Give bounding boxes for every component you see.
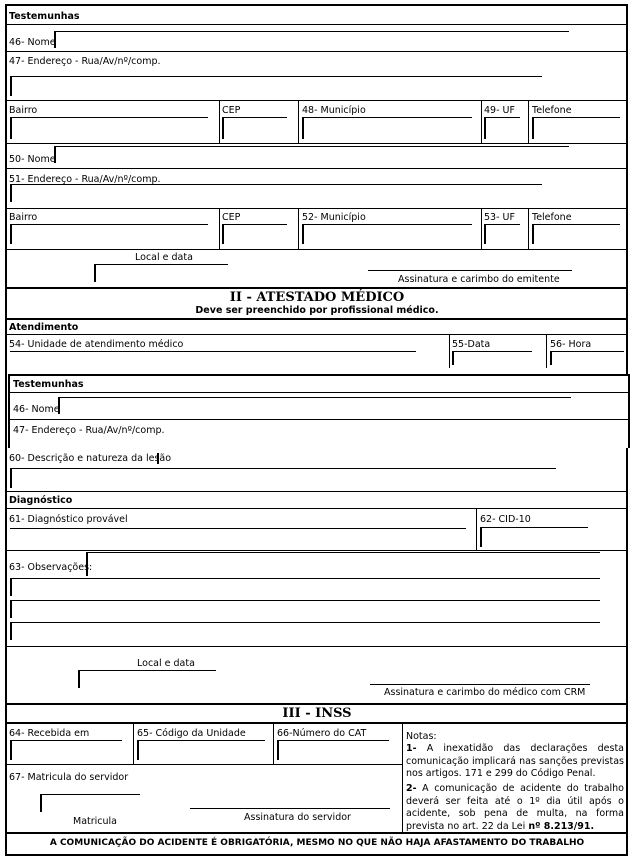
signature-line: [370, 684, 590, 685]
medical-title: II - ATESTADO MÉDICO: [229, 290, 405, 305]
note-2: [406, 783, 624, 833]
w2-uf-label: 53- UF: [484, 212, 515, 223]
footer-text: A COMUNICAÇÃO DO ACIDENTE É OBRIGATÓRIA, MESMO NO QUE NÃO HAJA AFASTAMENTO DO TRABALHO: [49, 838, 585, 848]
w1-municipio-field[interactable]: [302, 117, 472, 139]
hora-label: 56- Hora: [550, 339, 592, 350]
divider: [6, 334, 627, 335]
divider: [6, 249, 627, 250]
w2-address-field[interactable]: [10, 184, 542, 202]
hora-field[interactable]: [550, 351, 624, 365]
data-label: 55-Data: [452, 339, 491, 350]
divider: [6, 287, 627, 289]
divider: [528, 100, 529, 143]
divider: [6, 491, 627, 492]
overlay-name-field[interactable]: [58, 397, 571, 414]
codigo-unidade-field[interactable]: [137, 740, 265, 760]
lesion-field[interactable]: [10, 468, 556, 488]
note-2-law: nº 8.213/91.: [528, 820, 595, 832]
overlay-name-label: 46- Nome: [13, 404, 60, 415]
codigo-unidade-label: 65- Código da Unidade: [137, 728, 246, 739]
divider: [6, 168, 627, 169]
w1-telefone-field[interactable]: [532, 117, 620, 139]
data-field[interactable]: [452, 351, 532, 365]
lesion-label: 60- Descrição e natureza da lesão: [9, 453, 172, 464]
divider: [6, 832, 627, 834]
emitter-signature-label: Assinatura e carimbo do emitente: [398, 274, 560, 285]
witnesses-heading: Testemunhas: [9, 11, 80, 22]
w2-cep-label: CEP: [222, 212, 241, 223]
notes-title: Notas:: [406, 731, 437, 742]
divider: [219, 208, 220, 249]
w2-municipio-field[interactable]: [302, 224, 472, 244]
observacoes-field-1[interactable]: [86, 552, 600, 576]
divider: [6, 646, 627, 647]
w2-municipio-label: 52- Município: [302, 212, 366, 223]
divider: [6, 143, 627, 144]
divider: [6, 703, 627, 705]
divider: [449, 334, 450, 368]
w1-municipio-label: 48- Município: [302, 105, 366, 116]
numero-cat-field[interactable]: [277, 740, 389, 760]
w2-bairro-label: Bairro: [9, 212, 38, 223]
w2-telefone-label: Telefone: [532, 212, 572, 223]
w1-telefone-label: Telefone: [532, 105, 572, 116]
divider: [6, 508, 627, 509]
w1-uf-field[interactable]: [484, 117, 520, 139]
note-1-text: A inexatidão das declarações desta comunicação implicará nas sanções previstas nos artigos. 171 e 299 do Código Penal.: [406, 743, 624, 779]
w1-cep-field[interactable]: [222, 117, 287, 139]
cid-label: 62- CID-10: [480, 514, 531, 525]
matricula-servidor-label: 67- Matricula do servidor: [9, 772, 129, 783]
divider: [6, 51, 627, 52]
recebida-label: 64- Recebida em: [9, 728, 90, 739]
lesion-label-mark: [157, 453, 159, 464]
atendimento-heading: Atendimento: [9, 322, 79, 333]
unidade-label: 54- Unidade de atendimento médico: [9, 339, 184, 350]
numero-cat-label: 66-Número do CAT: [277, 728, 367, 739]
w1-uf-label: 49- UF: [484, 105, 515, 116]
observacoes-field-4[interactable]: [10, 622, 600, 640]
note-2-text: A comunicação de acidente do trabalho deverá ser feita até o 1º dia útil após o acidente, sob pena de multa, na forma prevista no art. 22 da Lei: [406, 783, 624, 832]
cid-field[interactable]: [480, 527, 588, 547]
diag-local-data-field[interactable]: [78, 670, 216, 688]
w2-cep-field[interactable]: [222, 224, 287, 244]
divider: [6, 318, 627, 320]
divider: [6, 764, 402, 765]
w2-telefone-field[interactable]: [532, 224, 620, 244]
doctor-signature-label: Assinatura e carimbo do médico com CRM: [384, 687, 586, 698]
diag-local-data-label: Local e data: [137, 658, 195, 669]
divider: [628, 374, 629, 440]
unidade-field[interactable]: [10, 351, 416, 365]
divider: [219, 100, 220, 143]
divider: [481, 100, 482, 143]
divider: [6, 722, 627, 724]
divider: [528, 208, 529, 249]
divider: [298, 100, 299, 143]
recebida-field[interactable]: [10, 740, 122, 760]
signature-line: [190, 808, 390, 809]
overlay-address-label: 47- Endereço - Rua/Av/nº/comp.: [13, 425, 165, 436]
diagnosis-heading: Diagnóstico: [9, 495, 73, 506]
divider: [6, 550, 627, 551]
note-2-number: 2-: [406, 783, 417, 794]
divider: [9, 419, 629, 420]
w2-uf-field[interactable]: [484, 224, 520, 244]
w2-name-label: 50- Nome: [9, 154, 56, 165]
observacoes-field-2[interactable]: [10, 578, 600, 596]
server-signature-label: Assinatura do servidor: [244, 812, 351, 823]
w1-name-label: 46- Nome: [9, 37, 56, 48]
provavel-label: 61- Diagnóstico provável: [9, 514, 128, 525]
divider: [6, 24, 627, 25]
divider: [481, 208, 482, 249]
divider: [133, 722, 134, 764]
w2-address-label: 51- Endereço - Rua/Av/nº/comp.: [9, 174, 161, 185]
note-1: [406, 743, 624, 781]
note-1-number: 1-: [406, 743, 417, 754]
divider: [9, 392, 629, 393]
w1-bairro-field[interactable]: [10, 117, 208, 139]
medical-subtitle: Deve ser preenchido por profissional médico.: [195, 305, 439, 316]
divider: [6, 100, 627, 101]
signature-line: [368, 270, 572, 271]
divider: [402, 722, 403, 832]
divider: [298, 208, 299, 249]
observacoes-label: 63- Observações:: [9, 562, 93, 573]
w2-name-field[interactable]: [54, 146, 569, 163]
w1-address-field[interactable]: [10, 76, 542, 96]
overlay-witnesses-heading: Testemunhas: [13, 379, 84, 390]
matricula-label: Matricula: [73, 816, 117, 827]
observacoes-field-3[interactable]: [10, 600, 600, 618]
matricula-field[interactable]: [40, 794, 140, 812]
w1-cep-label: CEP: [222, 105, 241, 116]
inss-title: III - INSS: [282, 706, 352, 721]
local-data-field[interactable]: [94, 264, 228, 282]
provavel-field[interactable]: [10, 528, 466, 542]
divider: [476, 508, 477, 550]
w1-name-field[interactable]: [54, 31, 569, 48]
divider: [6, 208, 627, 209]
w2-bairro-field[interactable]: [10, 224, 208, 244]
divider: [273, 722, 274, 764]
w1-bairro-label: Bairro: [9, 105, 38, 116]
w1-address-label: 47- Endereço - Rua/Av/nº/comp.: [9, 56, 161, 67]
divider: [546, 334, 547, 368]
local-data-label: Local e data: [135, 252, 193, 263]
